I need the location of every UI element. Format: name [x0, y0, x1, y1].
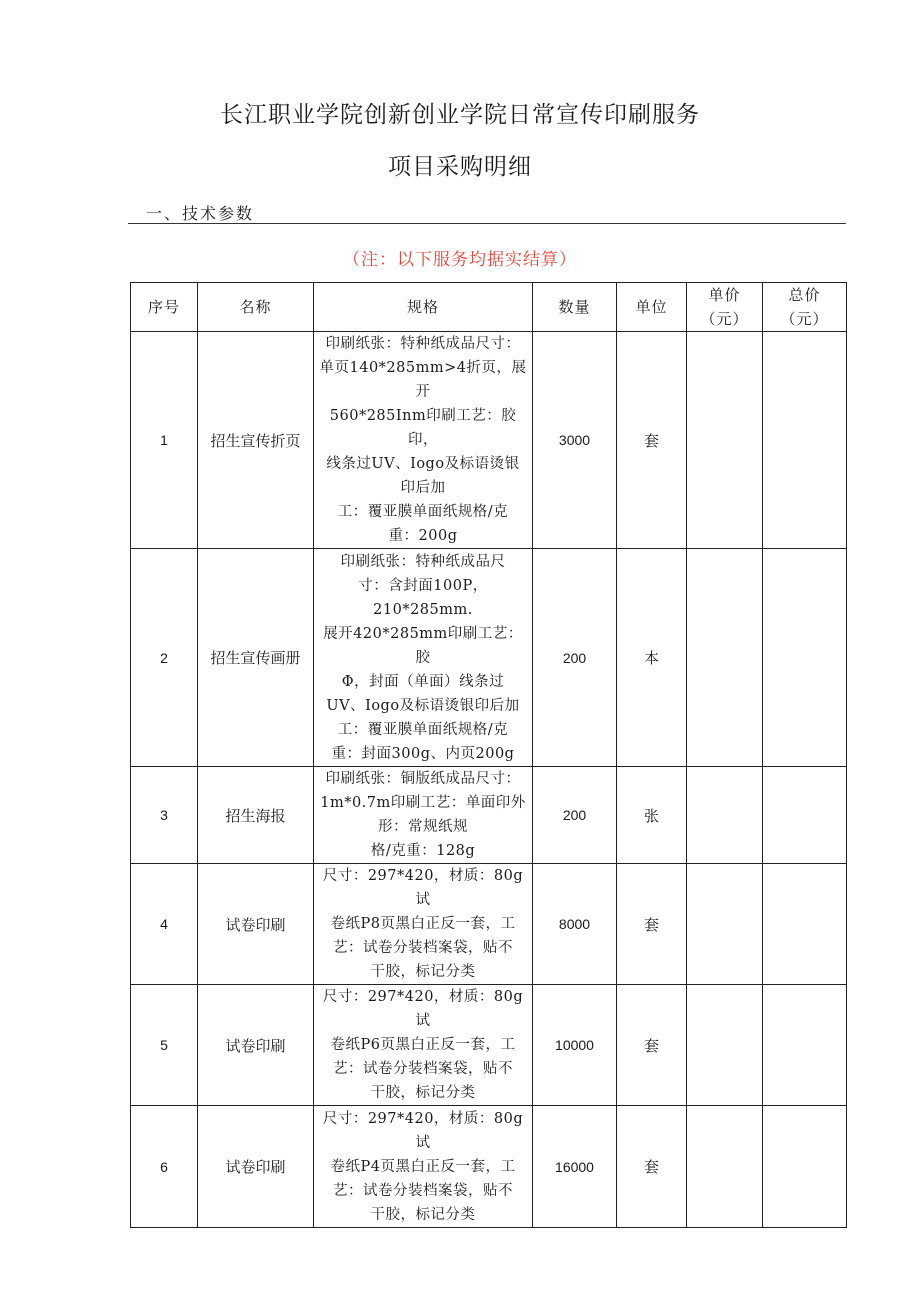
spec-line: 线条过UV、Iogo及标语烫银: [326, 456, 520, 472]
spec-line: 艺：试卷分装档案袋，贴不: [333, 1061, 513, 1077]
spec-line: 尺寸：297*420，材质：80g试: [322, 1110, 524, 1151]
document-title-line-2: 项目采购明细: [388, 154, 532, 180]
spec-line: 尺寸：297*420，材质：80g试: [322, 989, 524, 1029]
row-index: 1: [131, 332, 198, 549]
row-name: 招生宣传折页: [198, 332, 314, 549]
table-row: [131, 549, 847, 767]
spec-line: 干胶，标记分类: [370, 1206, 476, 1223]
row-unit: 套: [617, 985, 687, 1106]
table-row: [131, 1106, 847, 1228]
row-name: 招生宣传画册: [198, 549, 314, 767]
spec-line: UV、Iogo及标语烫银印后加: [326, 697, 520, 714]
spec-line: 干胶，标记分类: [370, 1085, 476, 1101]
spec-line: 1m*0.7m印刷工艺：单面印外: [320, 795, 526, 811]
spec-line: 560*285Inm印刷工艺：胶印，: [329, 408, 517, 448]
section-divider: [128, 223, 846, 224]
spec-line: 尺寸：297*420，材质：80g试: [322, 868, 524, 908]
spec-line: 重：封面300g、内页200g: [331, 745, 515, 762]
row-unit-price: [687, 549, 763, 767]
row-unit: 本: [617, 549, 687, 767]
row-qty: 200: [533, 549, 617, 767]
spec-line: 艺：试卷分装档案袋，贴不: [333, 1182, 513, 1199]
table-row: [131, 864, 847, 985]
row-name: 试卷印刷: [198, 1106, 314, 1228]
column-header-total-currency: （元）: [780, 310, 829, 328]
spec-line: 单页140*285mm>4折页，展开: [319, 360, 527, 400]
spec-line: 印刷纸张：铜版纸成品尺寸：: [325, 771, 521, 787]
column-header-unit-price-currency: （元）: [700, 310, 749, 328]
spec-line: 卷纸P8页黑白正反一套，工: [330, 916, 516, 932]
row-name: 试卷印刷: [198, 864, 314, 985]
row-spec: [314, 332, 533, 549]
row-name: 招生海报: [198, 767, 314, 864]
spec-line: 重：200g: [388, 528, 458, 544]
row-qty: 10000: [533, 985, 617, 1106]
spec-line: 卷纸P6页黑白正反一套，工: [330, 1037, 516, 1053]
spec-line: 卷纸P4页黑白正反一套，工: [330, 1158, 516, 1175]
column-header-unit: 单位: [617, 283, 687, 332]
row-index: 6: [131, 1106, 198, 1228]
row-unit: 套: [617, 1106, 687, 1228]
spec-line: 印刷纸张：特种纸成品尺寸：: [325, 336, 521, 352]
table-row: [131, 767, 847, 864]
column-header-total-label: 总价: [788, 286, 821, 304]
column-header-spec: 规格: [314, 283, 533, 332]
row-qty: 16000: [533, 1106, 617, 1228]
spec-line: 工：覆亚膜单面纸规格/克: [337, 504, 509, 520]
spec-line: 印刷纸张：特种纸成品尺: [340, 553, 506, 570]
table-row: [131, 985, 847, 1106]
settlement-note: （注：以下服务均据实结算）: [343, 250, 577, 270]
spec-line: 印后加: [400, 480, 446, 496]
spec-line: 艺：试卷分装档案袋，贴不: [333, 940, 513, 956]
procurement-table: [130, 282, 847, 1228]
row-unit: 张: [617, 767, 687, 864]
row-total: [763, 549, 847, 767]
row-name: 试卷印刷: [198, 985, 314, 1106]
row-unit-price: [687, 985, 763, 1106]
spec-line: 干胶，标记分类: [370, 964, 476, 980]
row-qty: 200: [533, 767, 617, 864]
row-total: [763, 767, 847, 864]
row-spec: [314, 985, 533, 1106]
row-unit-price: [687, 332, 763, 549]
spec-line: 形：常规纸规: [378, 819, 468, 835]
spec-line: Φ，封面（单面）线条过: [341, 673, 505, 690]
row-qty: 8000: [533, 864, 617, 985]
row-index: 5: [131, 985, 198, 1106]
row-spec: [314, 767, 533, 864]
row-unit-price: [687, 864, 763, 985]
column-header-qty: 数量: [533, 283, 617, 332]
row-index: 4: [131, 864, 198, 985]
table-header-row: [131, 283, 847, 332]
row-total: [763, 985, 847, 1106]
row-spec: [314, 864, 533, 985]
column-header-unit-price: [687, 283, 763, 332]
row-spec: [314, 1106, 533, 1228]
row-qty: 3000: [533, 332, 617, 549]
spec-line: 工：覆亚膜单面纸规格/克: [337, 721, 509, 738]
spec-line: 展开420*285mm印刷工艺：胶: [323, 625, 523, 666]
row-total: [763, 864, 847, 985]
spec-line: 格/克重：128g: [370, 843, 476, 859]
section-heading: 一、技术参数: [146, 204, 255, 223]
spec-line: 寸：含封面100P，210*285mm.: [358, 577, 488, 618]
column-header-name: 名称: [198, 283, 314, 332]
row-total: [763, 1106, 847, 1228]
row-unit: 套: [617, 332, 687, 549]
column-header-total: [763, 283, 847, 332]
table-row: [131, 332, 847, 549]
row-unit-price: [687, 767, 763, 864]
column-header-index: 序号: [131, 283, 198, 332]
document-title-line-1: 长江职业学院创新创业学院日常宣传印刷服务: [220, 102, 700, 128]
row-total: [763, 332, 847, 549]
row-index: 2: [131, 549, 198, 767]
column-header-unit-price-label: 单价: [708, 286, 741, 304]
row-unit: 套: [617, 864, 687, 985]
row-index: 3: [131, 767, 198, 864]
row-unit-price: [687, 1106, 763, 1228]
row-spec: [314, 549, 533, 767]
